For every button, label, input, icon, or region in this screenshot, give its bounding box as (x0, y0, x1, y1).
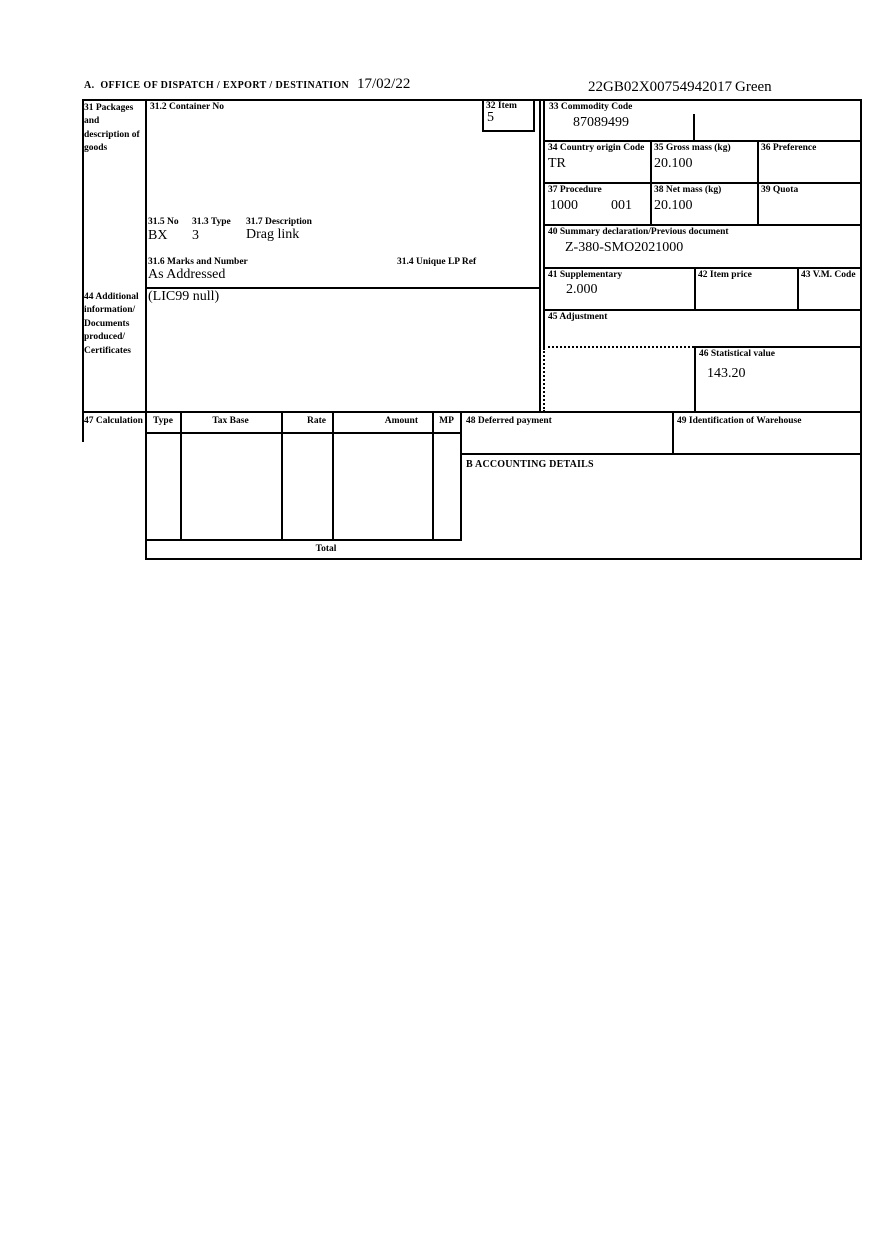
previous-document-value: Z-380-SMO2021000 (565, 240, 684, 255)
calc-header-type: Type (153, 416, 173, 426)
calc-header-amount: Amount (384, 416, 418, 426)
deferred-warehouse-divider (672, 411, 674, 455)
office-of-dispatch-label: A. OFFICE OF DISPATCH / EXPORT / DESTINATION (84, 80, 350, 91)
warehouse-identification-label: 49 Identification of Warehouse (677, 416, 802, 426)
container-no-label: 31.2 Container No (150, 102, 224, 112)
form-right-border (860, 99, 862, 560)
item-price-label: 42 Item price (698, 270, 752, 280)
form-top-border (82, 99, 862, 101)
commodity-row-bottom-border (543, 140, 862, 142)
net-mass-label: 38 Net mass (kg) (654, 185, 722, 195)
supplementary-units-label: 41 Supplementary (548, 270, 623, 280)
gross-mass-label: 35 Gross mass (kg) (654, 143, 731, 153)
section-divider-line (82, 411, 862, 413)
calc-taxbase-divider (281, 411, 283, 541)
quota-label: 39 Quota (761, 185, 799, 195)
gross-mass-value: 20.100 (654, 156, 693, 171)
country-origin-value: TR (548, 156, 566, 171)
calc-rate-divider (332, 411, 334, 541)
statistical-box-left-border (694, 346, 696, 413)
calc-cells-bottom-border (145, 539, 462, 541)
calc-header-rate: Rate (307, 416, 326, 426)
commodity-code-divider (693, 114, 695, 142)
statistical-box-top-border (694, 346, 862, 348)
gross-preference-divider (757, 140, 759, 226)
statistical-value-value: 143.20 (707, 366, 746, 381)
commodity-code-label: 33 Commodity Code (549, 102, 633, 112)
procedure-row-bottom-border (543, 224, 862, 226)
additional-info-value: (LIC99 null) (148, 289, 220, 304)
net-mass-value: 20.100 (654, 198, 693, 213)
item-number-value: 5 (487, 110, 494, 125)
declaration-reference-value: 22GB02X00754942017 (588, 79, 733, 95)
package-no-label: 31.5 No (148, 217, 179, 227)
previous-document-label: 40 Summary declaration/Previous document (548, 227, 729, 237)
statistical-value-label: 46 Statistical value (699, 349, 775, 359)
item-box-right-border (533, 99, 535, 132)
calc-header-tax-base: Tax Base (212, 416, 249, 426)
additional-info-label: 44 Additional information/ Documents produced/ Certificates (84, 292, 139, 356)
supplementary-row-bottom-border (543, 309, 862, 311)
calc-type-divider (180, 411, 182, 541)
origin-gross-divider (650, 140, 652, 226)
goods-description-label: 31.7 Description (246, 217, 312, 227)
dispatch-date-value: 17/02/22 (357, 76, 411, 92)
calc-total-label: Total (315, 544, 337, 554)
routing-status-value: Green (735, 79, 772, 95)
calc-header-bottom-border (145, 432, 462, 434)
form-bottom-border (145, 558, 862, 560)
goods-box-right-border (539, 99, 541, 413)
marks-number-label: 31.6 Marks and Number (148, 257, 248, 267)
procedure-previous-value: 001 (611, 198, 632, 213)
country-origin-label: 34 Country origin Code (548, 143, 645, 153)
calc-amount-divider (432, 411, 434, 541)
adjustment-dotted-bottom-border (543, 346, 694, 348)
deferred-row-bottom-border (460, 453, 862, 455)
supplementary-price-divider (694, 267, 696, 311)
previous-doc-row-bottom-border (543, 267, 862, 269)
marks-number-value: As Addressed (148, 267, 226, 282)
adjustment-label: 45 Adjustment (548, 312, 608, 322)
deferred-payment-label: 48 Deferred payment (466, 416, 552, 426)
package-type-value: 3 (192, 228, 199, 243)
calc-table-right-border (460, 411, 462, 541)
packages-description-label: 31 Packages and description of goods (84, 103, 140, 154)
calc-header-mp: MP (439, 416, 454, 426)
unique-lp-ref-label: 31.4 Unique LP Ref (397, 257, 477, 267)
package-type-label: 31.3 Type (192, 217, 231, 227)
goods-description-value: Drag link (246, 227, 300, 242)
price-vmcode-divider (797, 267, 799, 311)
accounting-details-label: B ACCOUNTING DETAILS (466, 459, 594, 470)
origin-row-bottom-border (543, 182, 862, 184)
commodity-code-value: 87089499 (573, 115, 629, 130)
item-box-bottom-border (482, 130, 535, 132)
calculation-label: 47 Calculation (84, 416, 143, 426)
procedure-label: 37 Procedure (548, 185, 602, 195)
item-box-left-border (482, 99, 484, 132)
adjustment-dotted-left-border (543, 348, 545, 412)
package-no-value: BX (148, 228, 168, 243)
preference-label: 36 Preference (761, 143, 817, 153)
supplementary-units-value: 2.000 (566, 282, 598, 297)
item-number-label: 32 Item (486, 101, 517, 111)
procedure-requested-value: 1000 (550, 198, 578, 213)
vm-code-label: 43 V.M. Code (801, 270, 856, 280)
